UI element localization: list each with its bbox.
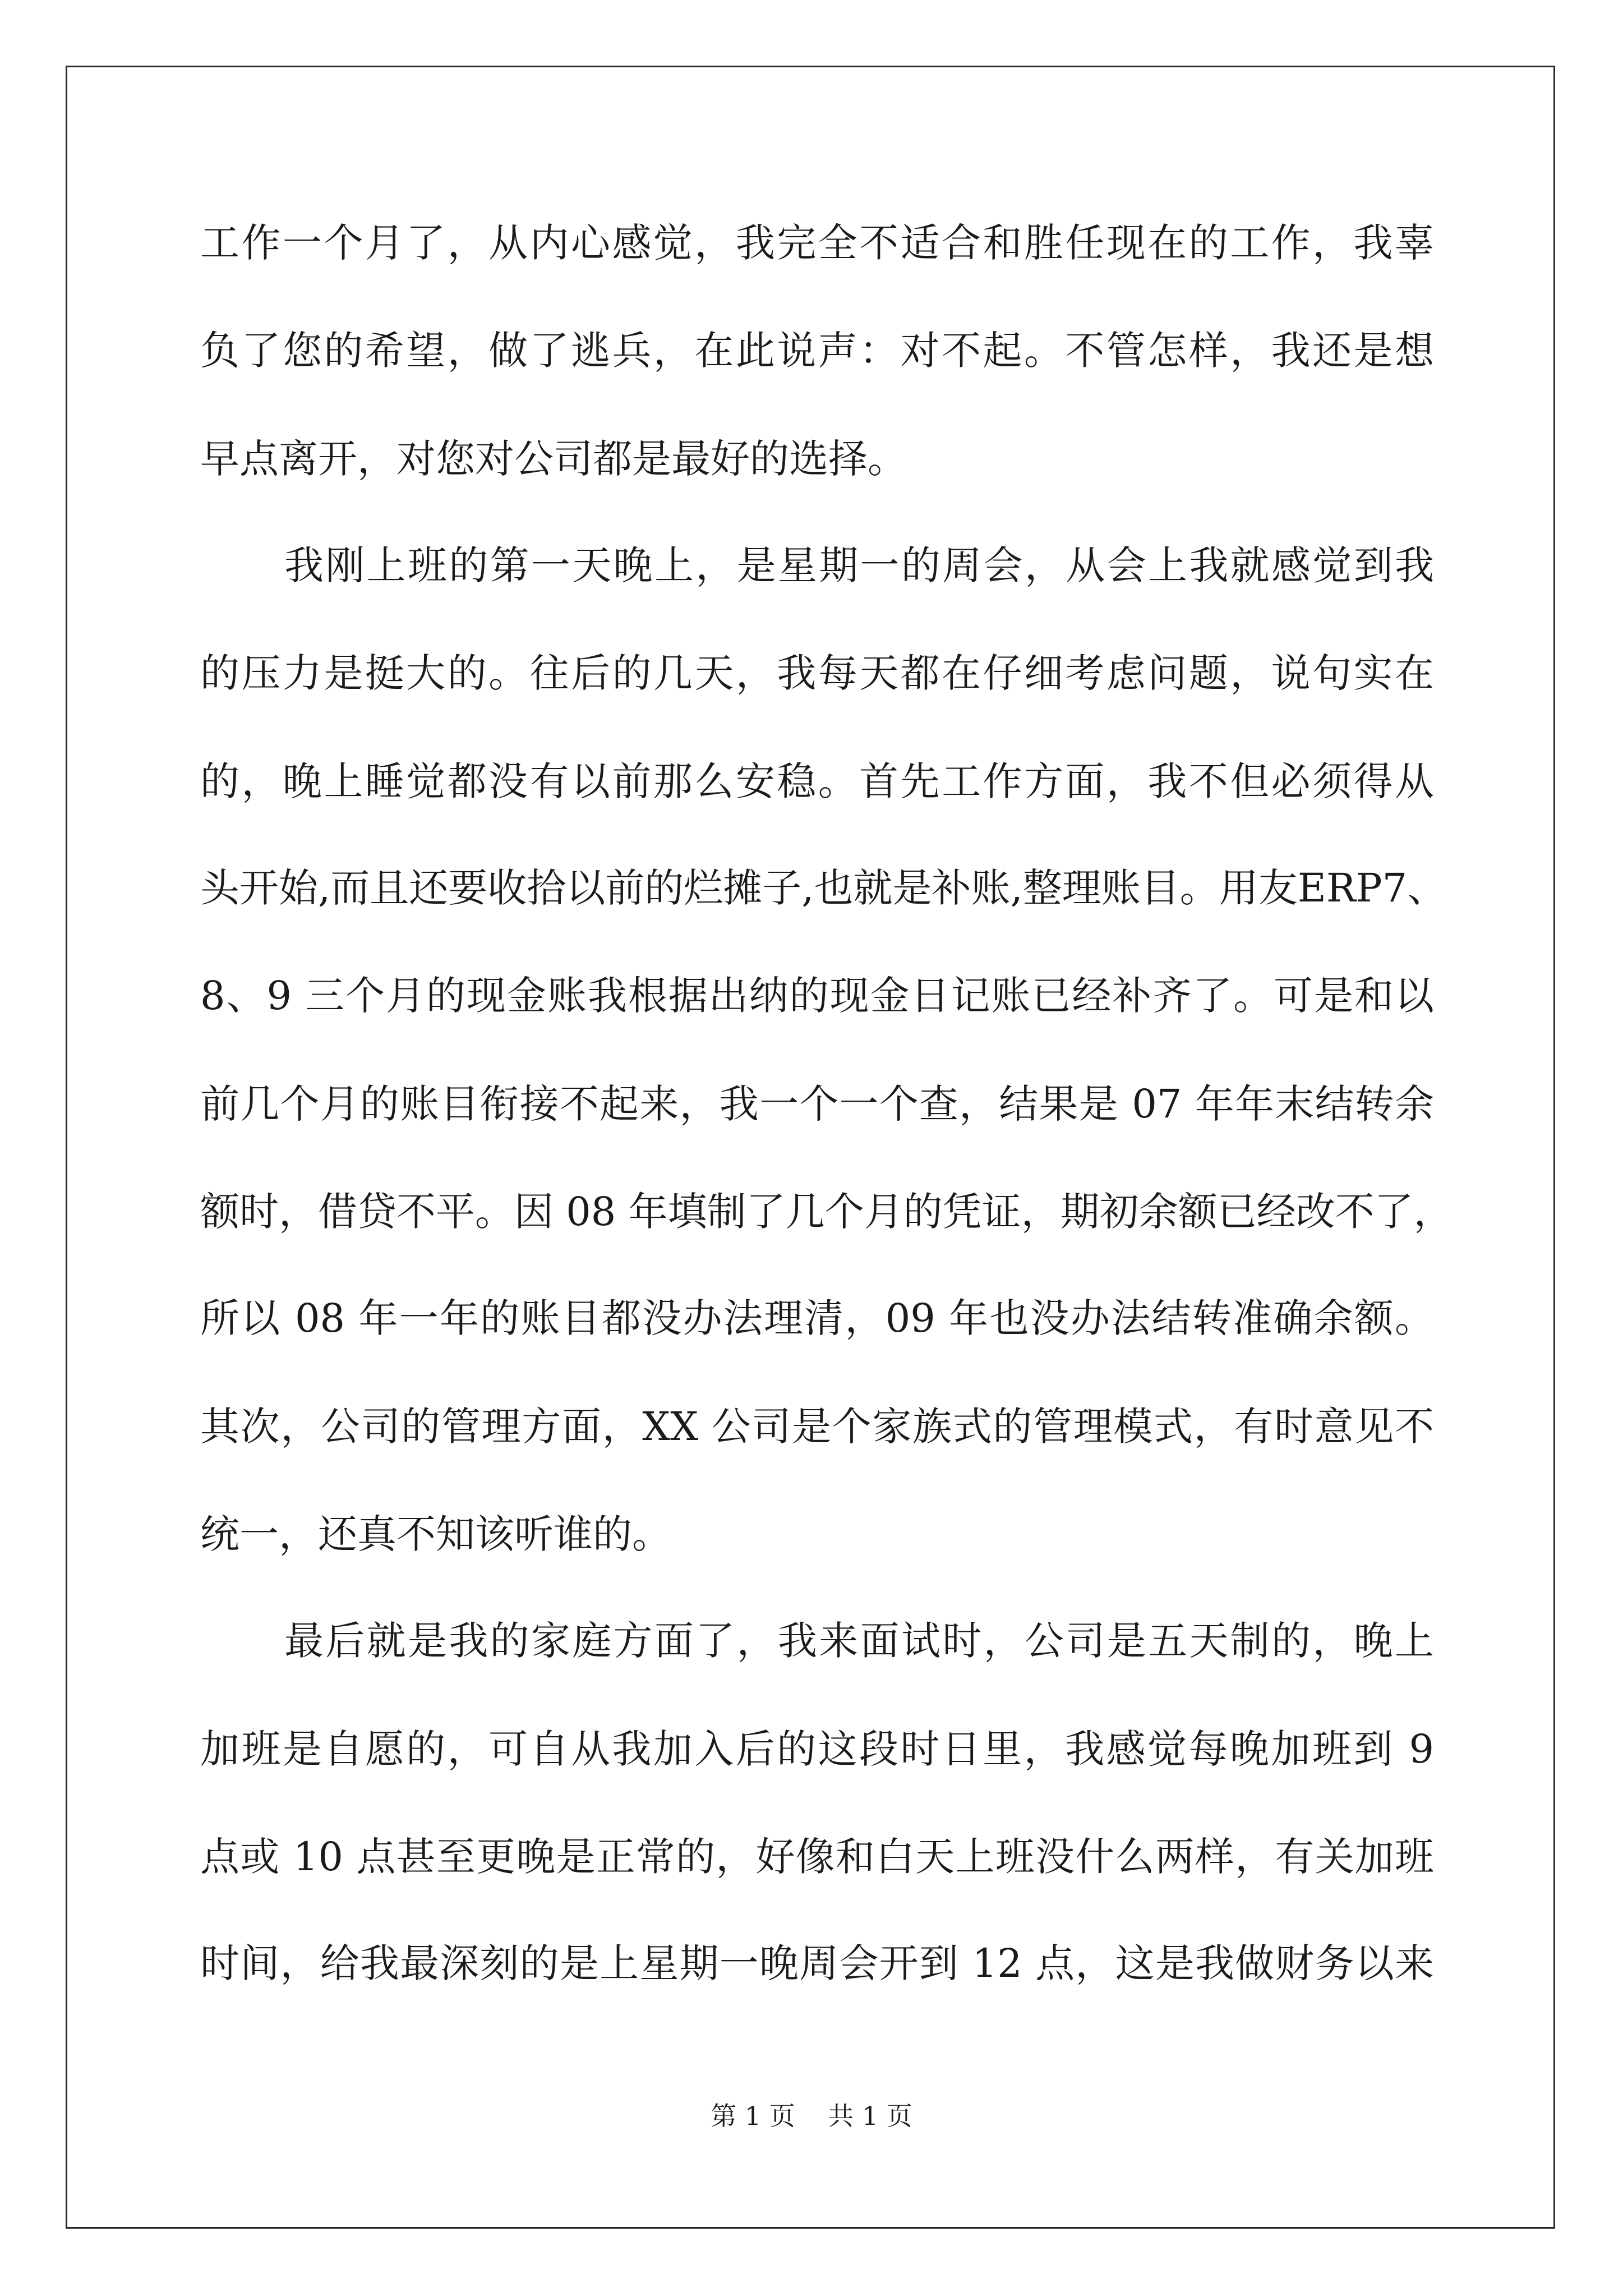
text-line: 工作一个月了，从内心感觉，我完全不适合和胜任现在的工作，我辜 [200, 220, 1434, 266]
text-line: 我刚上班的第一天晚上，是星期一的周会，从会上我就感觉到我 [284, 542, 1434, 588]
text-line: 前几个月的账目衔接不起来，我一个一个查，结果是 07 年年末结转余 [200, 1081, 1434, 1127]
text-line: 的压力是挺大的。往后的几天，我每天都在仔细考虑问题，说句实在 [200, 650, 1434, 696]
page-border [66, 66, 1555, 2229]
text-line: 头开始,而且还要收拾以前的烂摊子,也就是补账,整理账目。用友ERP7、 [200, 865, 1447, 911]
total-pages: 共 1 页 [828, 2101, 912, 2131]
page-footer [0, 2099, 1623, 2133]
text-line: 额时，借贷不平。因 08 年填制了几个月的凭证，期初余额已经改不了， [200, 1189, 1453, 1235]
text-line: 加班是自愿的，可自从我加入后的这段时日里，我感觉每晚加班到 9 [200, 1726, 1434, 1772]
text-line: 点或 10 点甚至更晚是正常的，好像和白天上班没什么两样，有关加班 [200, 1834, 1434, 1880]
page-number: 第 1 页 [711, 2101, 795, 2131]
text-line: 其次，公司的管理方面，XX 公司是个家族式的管理模式，有时意见不 [200, 1404, 1434, 1450]
text-line: 最后就是我的家庭方面了，我来面试时，公司是五天制的，晚上 [284, 1618, 1434, 1664]
text-line: 所以 08 年一年的账目都没办法理清，09 年也没办法结转准确余额。 [200, 1295, 1434, 1341]
text-line: 时间，给我最深刻的是上星期一晚周会开到 12 点，这是我做财务以来 [200, 1940, 1434, 1986]
text-line: 8、9 三个月的现金账我根据出纳的现金日记账已经补齐了。可是和以 [200, 973, 1434, 1019]
text-line: 统一，还真不知该听谁的。 [200, 1511, 671, 1557]
text-line: 的，晚上睡觉都没有以前那么安稳。首先工作方面，我不但必须得从 [200, 758, 1434, 804]
text-line: 早点离开，对您对公司都是最好的选择。 [200, 436, 907, 482]
text-line: 负了您的希望，做了逃兵，在此说声：对不起。不管怎样，我还是想 [200, 328, 1434, 374]
